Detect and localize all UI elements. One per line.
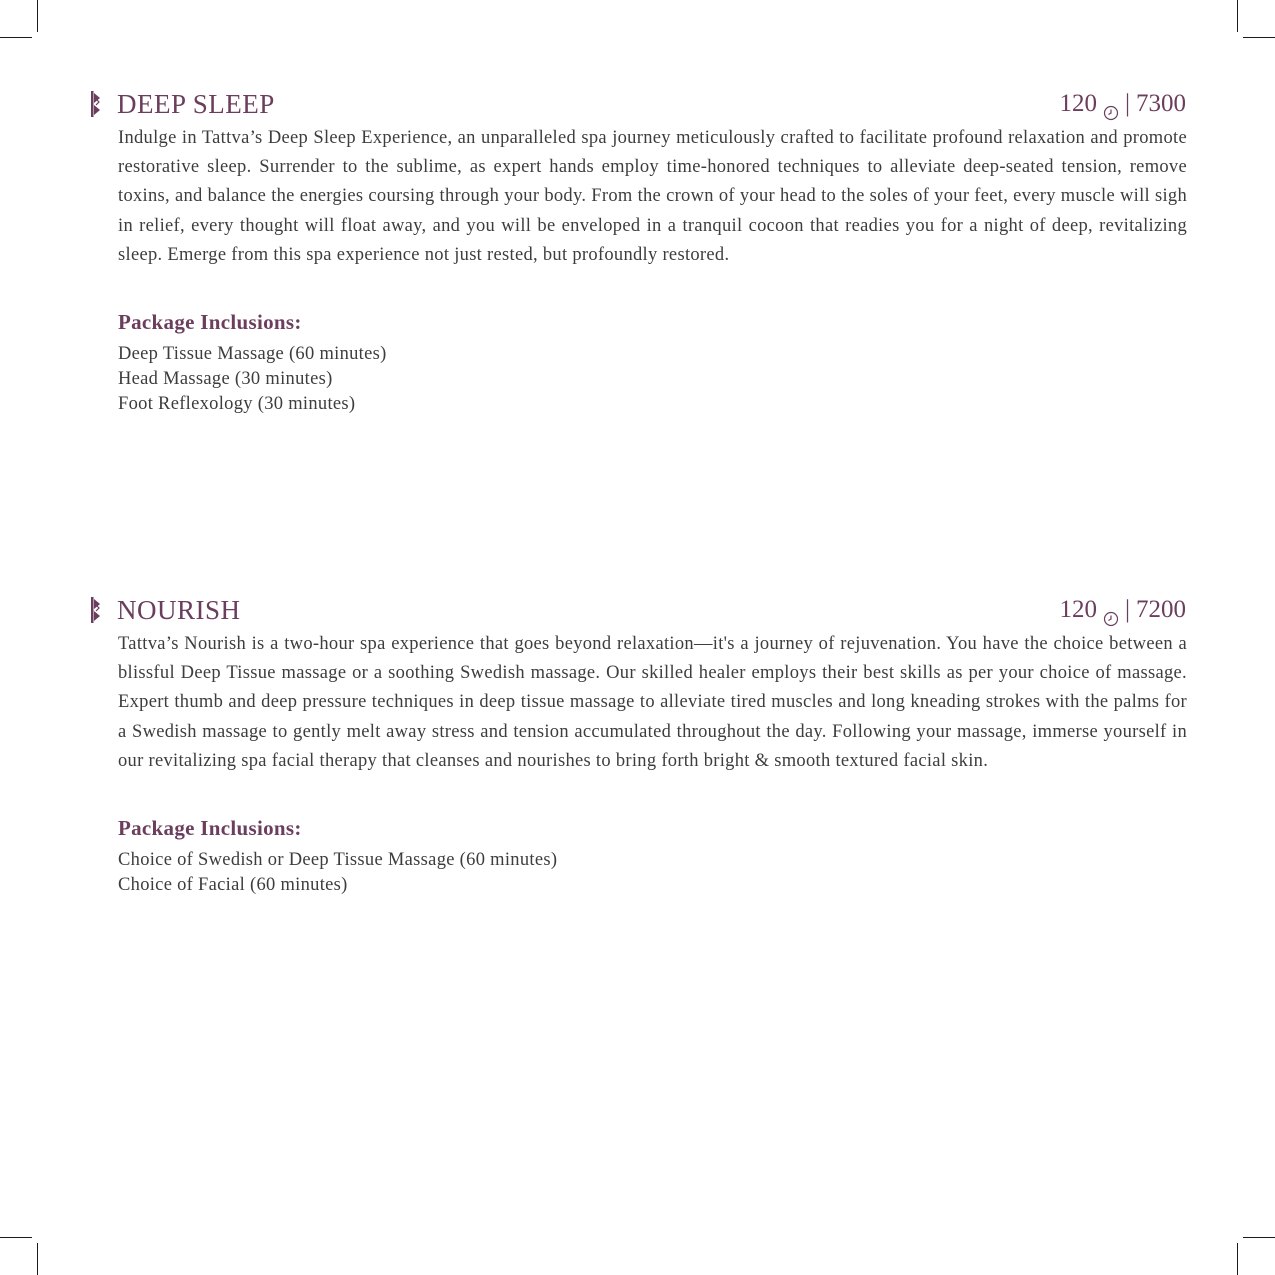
crop-mark-top-right-horizontal <box>1243 37 1275 38</box>
package-description: Tattva’s Nourish is a two-hour spa experience that goes beyond relaxation—it's a journey of rejuvenation. You have the choice between a blissful Deep Tissue massage or a soothing Swedish massage. Our skilled healer employs their best skills as per your choice of massage. Expert thumb and deep pressure techniques in deep tissue massage to alleviate tired muscles and long kneading strokes with the palms for a Swedish massage to gently melt away stress and tension accumulated throughout the day. Following your massage, immerse yourself in our revitalizing spa facial therapy that cleanses and nourishes to bring forth bright & smooth textured facial skin. <box>118 634 1187 771</box>
separator: | <box>1124 90 1130 117</box>
ornament-mark-icon <box>88 596 104 624</box>
package-deep-sleep <box>88 86 1198 417</box>
inclusions-heading: Package Inclusions: <box>118 310 302 335</box>
inclusion-item: Foot Reflexology (30 minutes) <box>118 394 356 415</box>
duration-price <box>1059 592 1186 628</box>
inclusion-list <box>118 848 1198 898</box>
inclusion-item: Deep Tissue Massage (60 minutes) <box>118 344 387 365</box>
inclusion-item: Choice of Swedish or Deep Tissue Massage (60 minutes) <box>118 850 558 871</box>
package-title: DEEP SLEEP <box>117 89 275 119</box>
package-header <box>88 86 1198 122</box>
duration-value: 120 <box>1059 90 1097 117</box>
crop-mark-top-left-horizontal <box>0 37 32 38</box>
clock-icon <box>1103 602 1119 618</box>
inclusion-item: Choice of Facial (60 minutes) <box>118 875 348 896</box>
crop-mark-bottom-right-horizontal <box>1243 1237 1275 1238</box>
crop-mark-bottom-left-vertical <box>37 1243 38 1275</box>
crop-mark-bottom-left-horizontal <box>0 1237 32 1238</box>
separator: | <box>1124 596 1130 623</box>
package-title: NOURISH <box>117 595 241 625</box>
inclusion-item: Head Massage (30 minutes) <box>118 369 333 390</box>
crop-mark-top-left-vertical <box>37 0 38 32</box>
crop-mark-bottom-right-vertical <box>1237 1243 1238 1275</box>
duration-value: 120 <box>1059 596 1097 623</box>
clock-icon <box>1103 96 1119 112</box>
price-value: 7200 <box>1136 596 1186 623</box>
duration-price <box>1059 86 1186 122</box>
price-value: 7300 <box>1136 90 1186 117</box>
crop-mark-top-right-vertical <box>1237 0 1238 32</box>
inclusion-list <box>118 342 1198 417</box>
package-header <box>88 592 1198 628</box>
package-nourish <box>88 592 1198 898</box>
inclusions-heading: Package Inclusions: <box>118 816 302 841</box>
ornament-mark-icon <box>88 90 104 118</box>
package-description: Indulge in Tattva’s Deep Sleep Experience, an unparalleled spa journey meticulously crafted to facilitate profound relaxation and promote restorative sleep. Surrender to the sublime, as expert hands employ time-honored techniques to alleviate deep-seated tension, remove toxins, and balance the energies coursing through your body. From the crown of your head to the soles of your feet, every muscle will sigh in relief, every thought will float away, and you will be enveloped in a tranquil cocoon that readies you for a night of deep, revitalizing sleep. Emerge from this spa experience not just rested, but profoundly restored. <box>118 128 1187 265</box>
